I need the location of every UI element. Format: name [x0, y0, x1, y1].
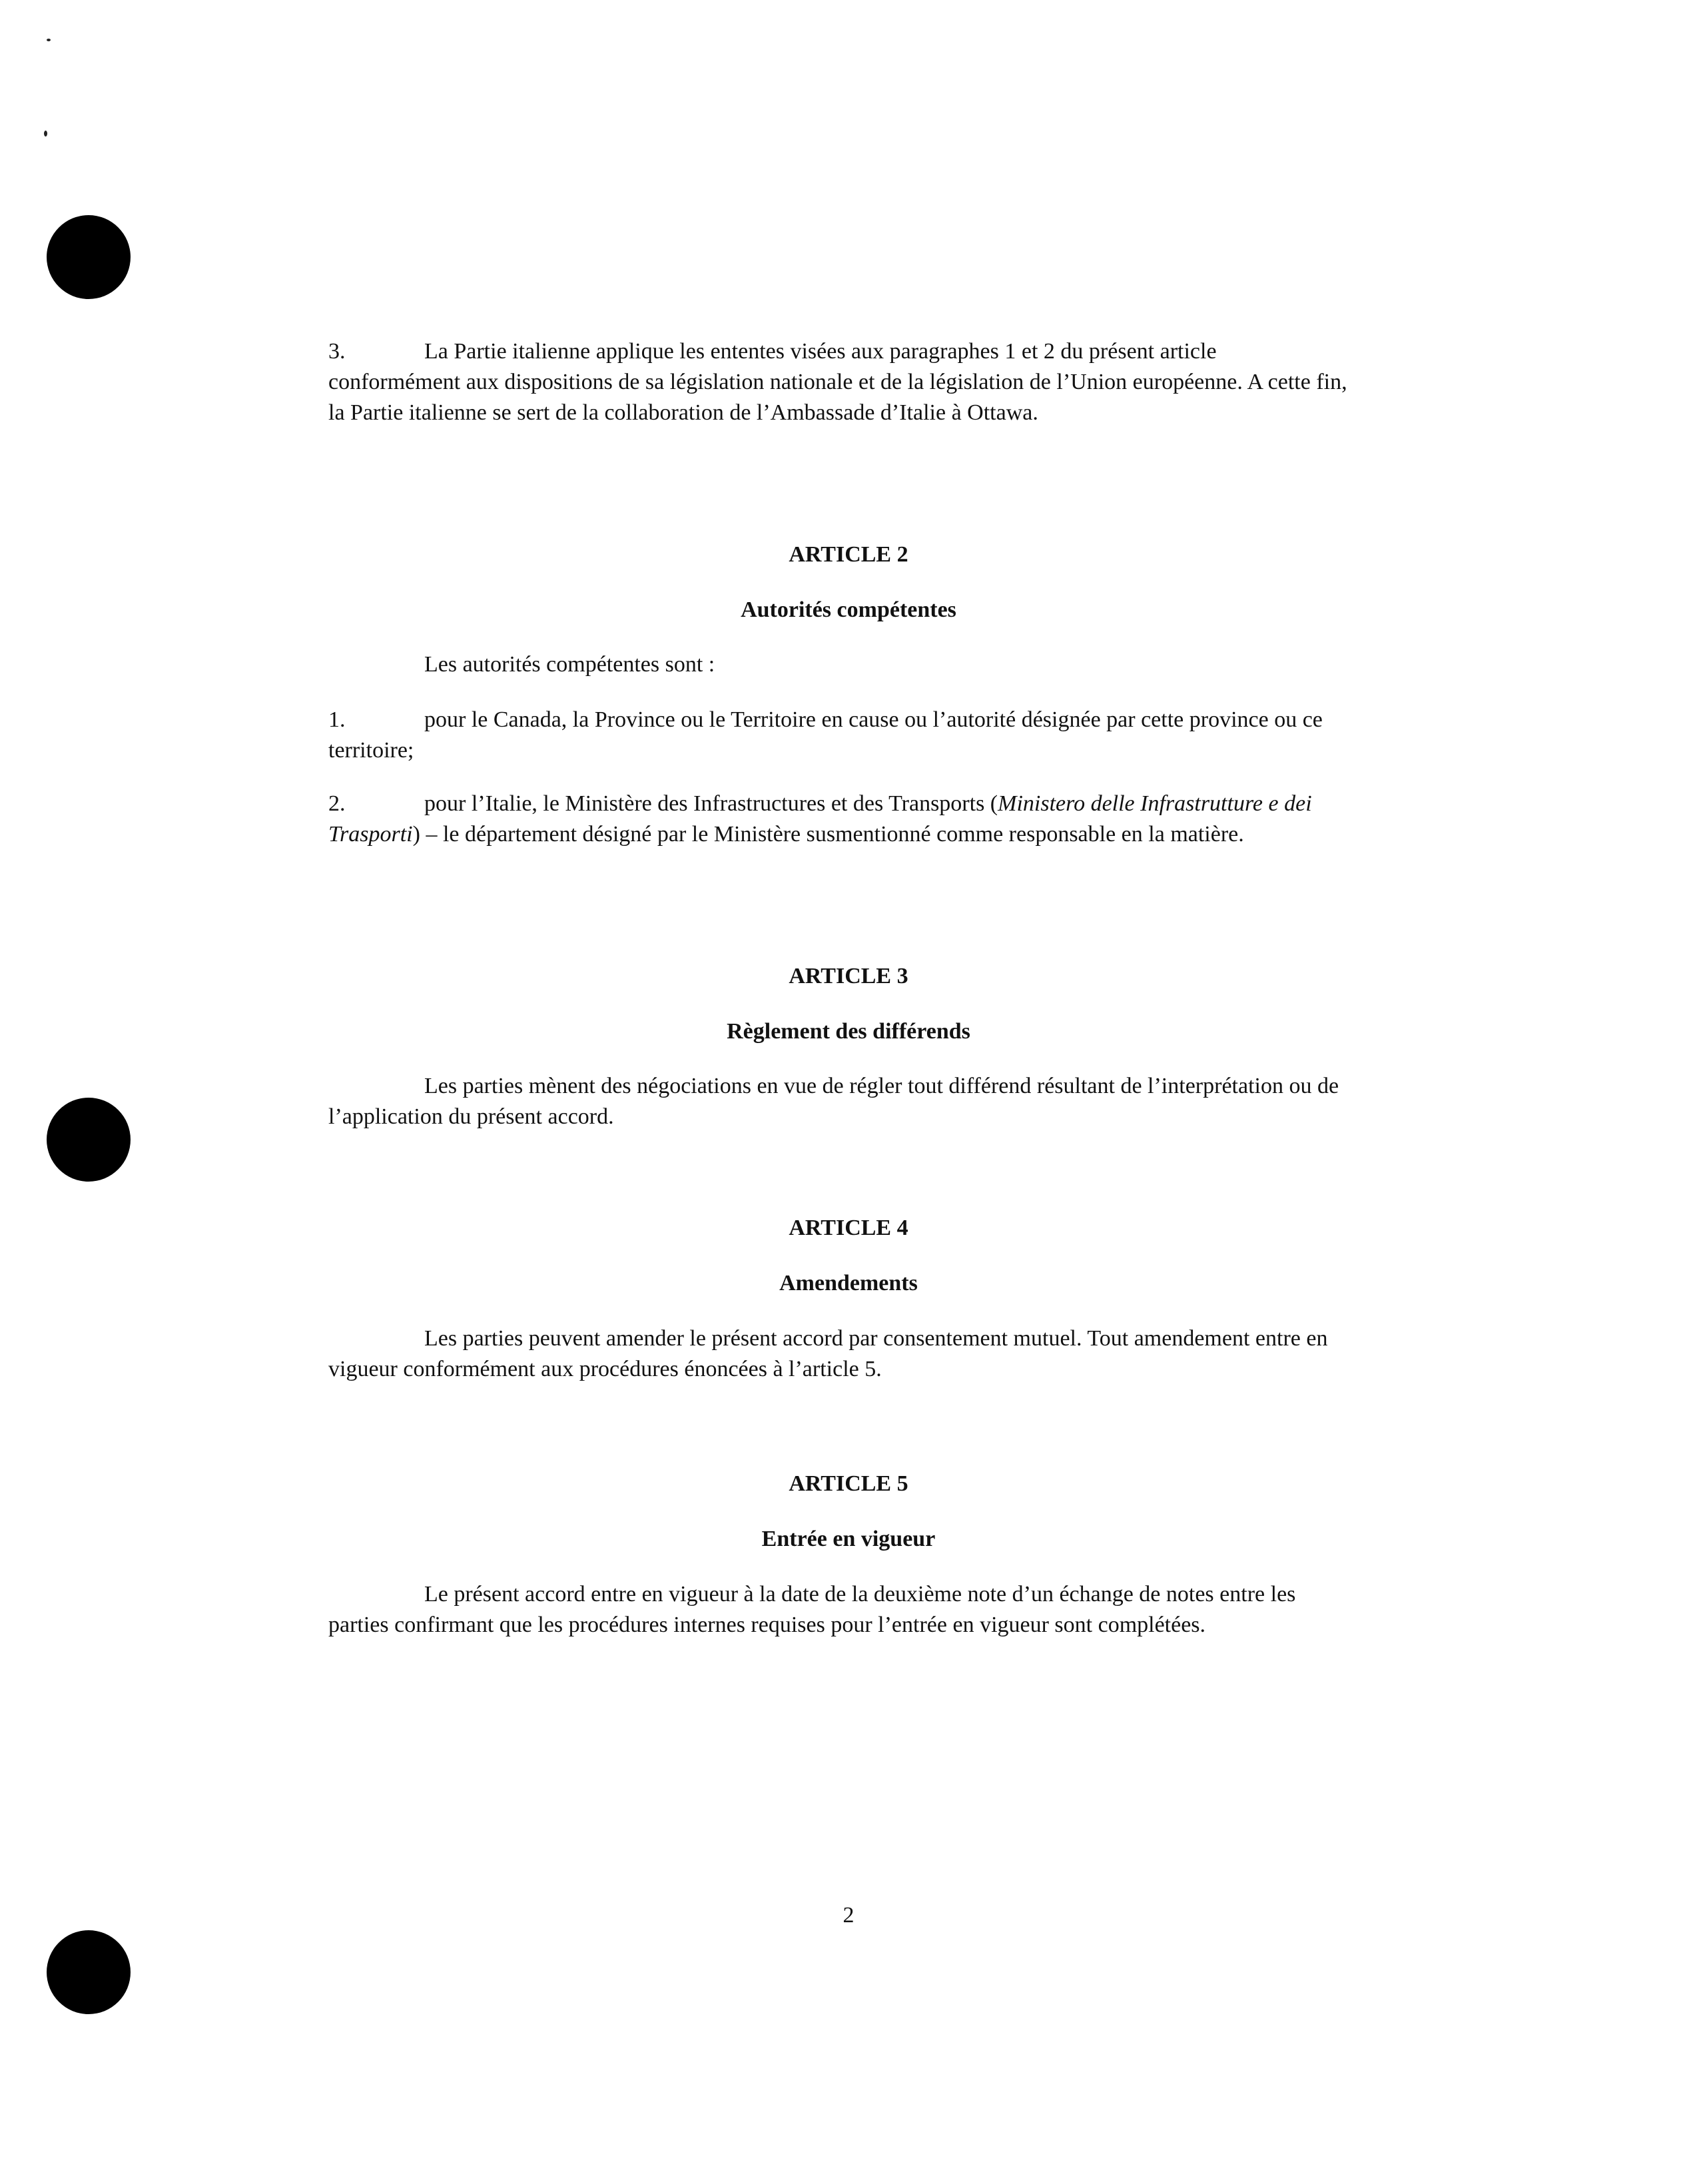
article-5-text: Le présent accord entre en vigueur à la date de la deuxième note d’un échange de notes entre les parties confirmant que les procédures internes requises pour l’entrée en vigueur sont complétées.	[328, 1582, 1296, 1637]
article-2-item-1	[328, 705, 1354, 766]
paragraph-3-text: La Partie italienne applique les ententes visées aux paragraphes 1 et 2 du présent article conformément aux dispositions de sa législation nationale et de la législation de l’Union européenne. A cette fin, la Partie italienne se sert de la collaboration de l’Ambassade d’Italie à Ottawa.	[328, 339, 1347, 425]
article-2-item-1-number: 1.	[328, 707, 346, 732]
paragraph-3-number: 3.	[328, 339, 346, 364]
article-3-title: Règlement des différends	[727, 1019, 970, 1044]
article-2-item-2	[328, 789, 1354, 850]
article-2-item-2-text-after: ) – le département désigné par le Ministère susmentionné comme responsable en la matière.	[412, 822, 1244, 847]
article-5-heading: ARTICLE 5	[789, 1471, 908, 1496]
article-2-item-2-number: 2.	[328, 791, 346, 816]
punch-hole-bottom	[47, 1930, 131, 2014]
article-5-title: Entrée en vigueur	[761, 1527, 936, 1551]
article-2-heading: ARTICLE 2	[789, 542, 908, 567]
article-3-text: Les parties mènent des négociations en vue de régler tout différend résultant de l’interprétation ou de l’application du présent accord.	[328, 1074, 1339, 1129]
article-2-item-1-text: pour le Canada, la Province ou le Territoire en cause ou l’autorité désignée par cette province ou ce territoire;	[328, 707, 1323, 763]
page-number: 2	[843, 1903, 854, 1928]
scan-speck	[47, 39, 51, 41]
punch-hole-top	[47, 215, 131, 299]
article-2-title: Autorités compétentes	[741, 597, 956, 622]
article-4-text: Les parties peuvent amender le présent accord par consentement mutuel. Tout amendement entre en vigueur conformément aux procédures énoncées à l’article 5.	[328, 1326, 1328, 1381]
article-4-title: Amendements	[779, 1271, 918, 1295]
article-2-item-2-italic: Ministero delle Infrastrutture e dei Trasporti	[328, 791, 1312, 847]
scan-speck	[44, 131, 47, 137]
punch-hole-middle	[47, 1098, 131, 1182]
article-2-item-2-text-before: pour l’Italie, le Ministère des Infrastructures et des Transports (	[424, 791, 998, 816]
article-4-heading: ARTICLE 4	[789, 1216, 908, 1240]
article-3-heading: ARTICLE 3	[789, 964, 908, 988]
paragraph-3	[328, 336, 1354, 428]
article-2-intro: Les autorités compétentes sont :	[424, 652, 715, 677]
